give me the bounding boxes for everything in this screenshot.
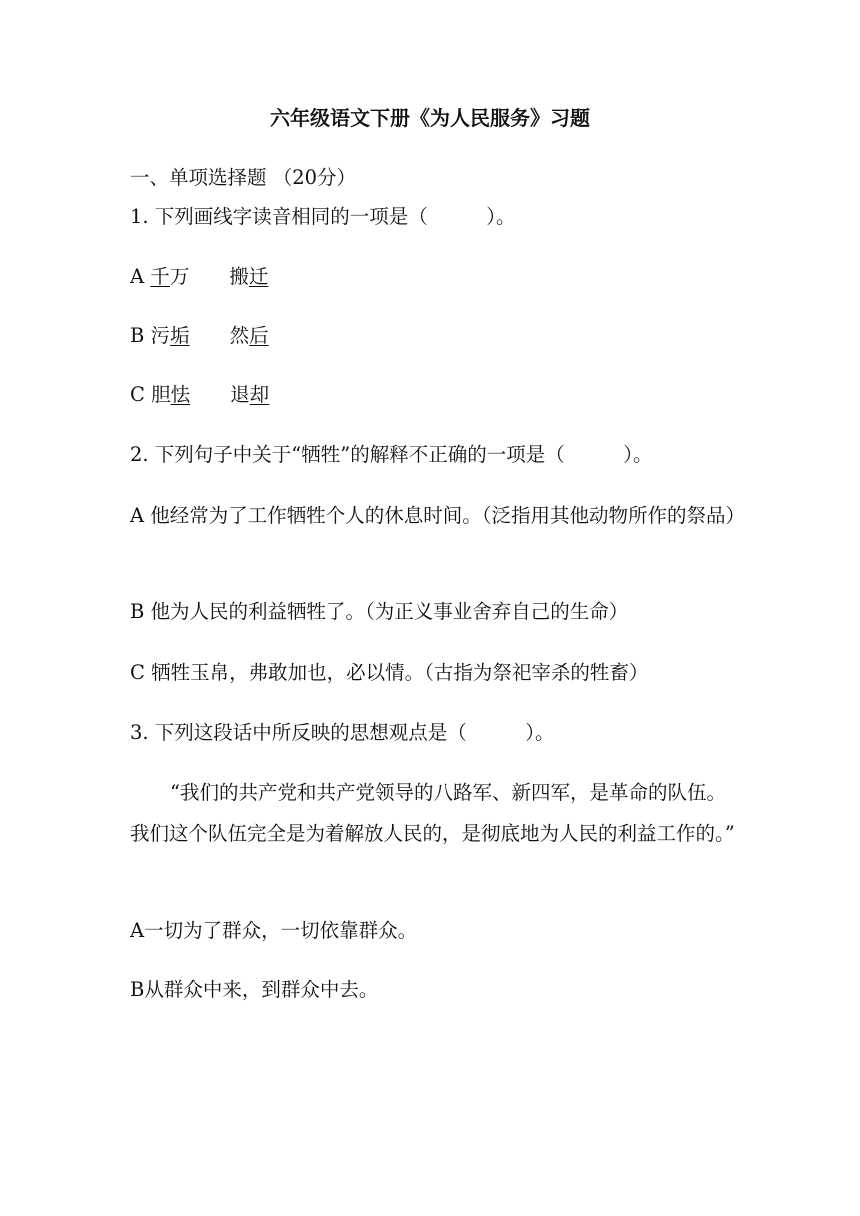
question-1-option-a: A 千万 搬迁	[130, 265, 269, 288]
section-heading: 一、单项选择题 （20分）	[130, 166, 357, 189]
question-3-option-b: B从群众中来，到群众中去。	[130, 978, 379, 1001]
question-3-stem: 3. 下列这段话中所反映的思想观点是（ ）。	[130, 721, 555, 744]
question-3-quote: “我们的共产党和共产党领导的八路军、新四军，是革命的队伍。我们这个队伍完全是为着解放人民的，是彻底地为人民的利益工作的。”	[130, 781, 735, 845]
question-2-stem: 2. 下列句子中关于“牺牲”的解释不正确的一项是（ ）。	[130, 443, 653, 466]
question-2-option-c: C 牺牲玉帛，弗敢加也，必以情。（古指为祭祀宰杀的牲畜）	[130, 661, 649, 684]
question-1-option-b: B 污垢 然后	[130, 324, 269, 347]
question-2-option-a: A 他经常为了工作牺牲个人的休息时间。（泛指用其他动物所作的祭品）	[130, 504, 746, 527]
question-2-option-b: B 他为人民的利益牺牲了。（为正义事业舍弃自己的生命）	[130, 600, 629, 623]
question-1-option-c: C 胆怯 退却	[130, 383, 270, 406]
question-1-stem: 1. 下列画线字读音相同的一项是（ ）。	[130, 205, 516, 228]
question-3-option-a: A一切为了群众，一切依靠群众。	[130, 919, 418, 942]
document-title: 六年级语文下册《为人民服务》习题	[270, 106, 590, 130]
